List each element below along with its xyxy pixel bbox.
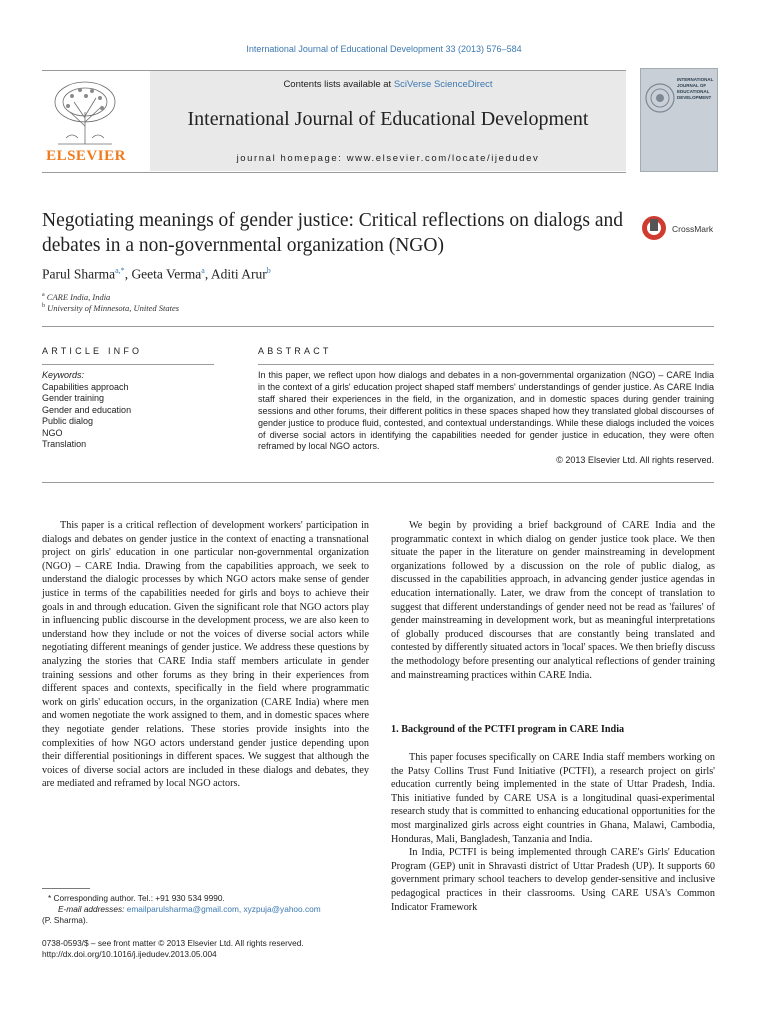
article-title: Negotiating meanings of gender justice: Critical reflections on dialogs and debates in a non-governmental organization (NGO) — [42, 210, 624, 256]
keyword-item: Translation — [42, 439, 87, 449]
front-matter-note: 0738-0593/$ – see front matter © 2013 Elsevier Ltd. All rights reserved. — [42, 938, 304, 948]
author-affil-marker[interactable]: b — [266, 266, 271, 275]
masthead-bottom-rule — [42, 172, 626, 173]
abstract-text: In this paper, we reflect upon how dialogs and debates in a non-governmental organization (NGO) – CARE India in the context of a girls' education project shaped staff members' understandings of gender justice. As CARE India staff shared their experiences in the field, in the organization, and in domestic spaces during gender training sessions and other forums, their different politics in these spaces shaped how they translated global discourses of gender justice to produce fluid, contested, and contextual understandings. While these dialogs included the voices of diverse social actors in identifying the capabilities needed for gender justice in education, they were often reframed by local NGO actors. — [258, 370, 714, 452]
email-note — [42, 904, 321, 916]
keyword-item: NGO — [42, 427, 63, 438]
cover-emblem-icon — [643, 81, 677, 115]
author-affil-marker[interactable]: a,* — [115, 266, 125, 275]
affiliation-a — [42, 292, 110, 302]
journal-cover-thumbnail[interactable] — [640, 68, 718, 172]
body-paragraph: We begin by providing a brief background of CARE India and the programmatic context in which dialog on gender justice took place. We then situate the paper in the literature on gender mainstreaming in development organizations followed by a discussion on the role of public dialog, as discussed in the capabilities approach, in advancing gender justice agendas in education internationally. Later, we draw from the concept of translation to suggest that different understandings of gender need not be read as 'failures' of gender mainstreaming in development work, but as meaningful interpretations of globally produced discourses that are constantly being translated and contested by differently situated actors in 'local' spaces. We then briefly discuss the methodology before presenting our analytical reflections of gender training and mainstreaming practices within CARE India. — [391, 520, 715, 681]
journal-citation-line[interactable]: International Journal of Educational Development 33 (2013) 576–584 — [246, 44, 522, 54]
body-column-right-section — [391, 751, 715, 914]
keyword-item: Gender training — [42, 393, 105, 403]
author-affil-marker[interactable]: a — [201, 266, 205, 275]
body-paragraph: This paper focuses specifically on CARE India staff members working on the Patsy Collins Trust Fund Initiative (PCTFI), a research project on girls' education currently being implemented in the state of Uttar Pradesh, India. This initiative funded by CARE USA is a longitudinal quasi-experimental research study that is committed to enhancing educational opportunities for the most marginalized girls across eight countries in Ghana, Malawi, Cambodia, Honduras, Mali, Bangladesh, Tanzania and India. — [391, 752, 715, 845]
affil-marker: b — [42, 303, 45, 310]
crossmark-label[interactable]: CrossMark — [672, 224, 714, 234]
affiliation-b — [42, 303, 179, 313]
divider — [258, 364, 714, 365]
abstract-copyright: © 2013 Elsevier Ltd. All rights reserved. — [556, 455, 714, 465]
affil-marker: a — [42, 292, 45, 299]
keywords-list — [42, 370, 212, 451]
divider — [42, 482, 714, 483]
keywords-label: Keywords: — [42, 370, 85, 380]
affil-text: CARE India, India — [46, 292, 111, 302]
email-links[interactable]: emailparulsharma@gmail.com, xyzpuja@yahoo.com — [126, 904, 321, 914]
body-paragraph: This paper is a critical reflection of development workers' participation in dialogs and debates on gender justice in the context of enacting a transnational project on girls' education in one particular non-governmental organization (NGO) – CARE India. Drawing from the capabilities approach, we seek to understand the dialogic processes by which NGO actors make sense of gender justice in terms of the capabilities needed for girls and boys to achieve their goals in and through education. Given the significant role that NGO actors play in influencing public discourse in the development process, we are also keen to understand how they include or not the voices of diverse social actors while negotiating different meanings of gender justice. We address these questions by analyzing the stories that CARE India staff members articulate in gender training sessions and other forums as they bring in their experiences from different spaces and contexts, specifically in the field where programmatic work on girls' education occurs, in the organization (CARE India) where men and women negotiate the work assigned to them, and in domestic spaces where they negotiate gender relations. These stories provide insights into the complexities of how NGO actors understand gender justice depending upon their differential positionings in different spaces. We suggest that although the voices of diverse social actors are included in these dialogs and debates, they are mediated and reframed by local NGO actors. — [42, 520, 369, 790]
contents-prefix: Contents lists available at — [283, 79, 394, 90]
email-owner: (P. Sharma). — [42, 915, 88, 925]
journal-homepage-link[interactable]: journal homepage: www.elsevier.com/locate/ijedudev — [236, 153, 540, 164]
abstract-heading: ABSTRACT — [258, 346, 332, 356]
footnote-rule — [42, 888, 90, 889]
journal-title: International Journal of Educational Development — [187, 108, 589, 130]
elsevier-wordmark[interactable]: ELSEVIER — [46, 148, 126, 164]
keyword-item: Capabilities approach — [42, 381, 129, 392]
doi-link[interactable]: http://dx.doi.org/10.1016/j.ijedudev.2013.05.004 — [42, 949, 217, 959]
body-column-right — [391, 519, 715, 682]
contents-availability-line — [150, 79, 626, 90]
divider — [42, 364, 214, 365]
affil-text: University of Minnesota, United States — [47, 303, 180, 313]
corresponding-author-note: * Corresponding author. Tel.: +91 930 534 9990. — [48, 893, 225, 903]
author-name: Aditi Arur — [210, 266, 267, 282]
body-column-left — [42, 519, 369, 791]
author-name: Geeta Verma — [131, 266, 202, 282]
section-heading: 1. Background of the PCTFI program in CARE India — [391, 724, 625, 735]
cover-title: INTERNATIONAL JOURNAL OF EDUCATIONAL DEVELOPMENT — [677, 77, 714, 100]
keyword-item: Public dialog — [42, 416, 94, 426]
keyword-item: Gender and education — [42, 404, 132, 415]
email-label: E-mail addresses: — [58, 904, 127, 914]
article-info-heading: ARTICLE INFO — [42, 346, 143, 356]
author-list: Parul Sharma$^{a,*}$, Geeta Verma$^a$, Aditi Arur$^b$ — [42, 266, 271, 282]
sciencedirect-link[interactable]: SciVerse ScienceDirect — [393, 79, 493, 90]
author-name: Parul Sharma — [42, 266, 116, 282]
divider — [42, 326, 714, 327]
body-paragraph: In India, PCTFI is being implemented through CARE's Girls' Education Program (GEP) unit in Shravasti district of Uttar Pradesh (UP). It supports 60 government primary school teachers to develop gender-sensitive and inclusive pedagogical practices in their classrooms. Using CARE USA's Common Indicator Framework — [391, 847, 715, 913]
